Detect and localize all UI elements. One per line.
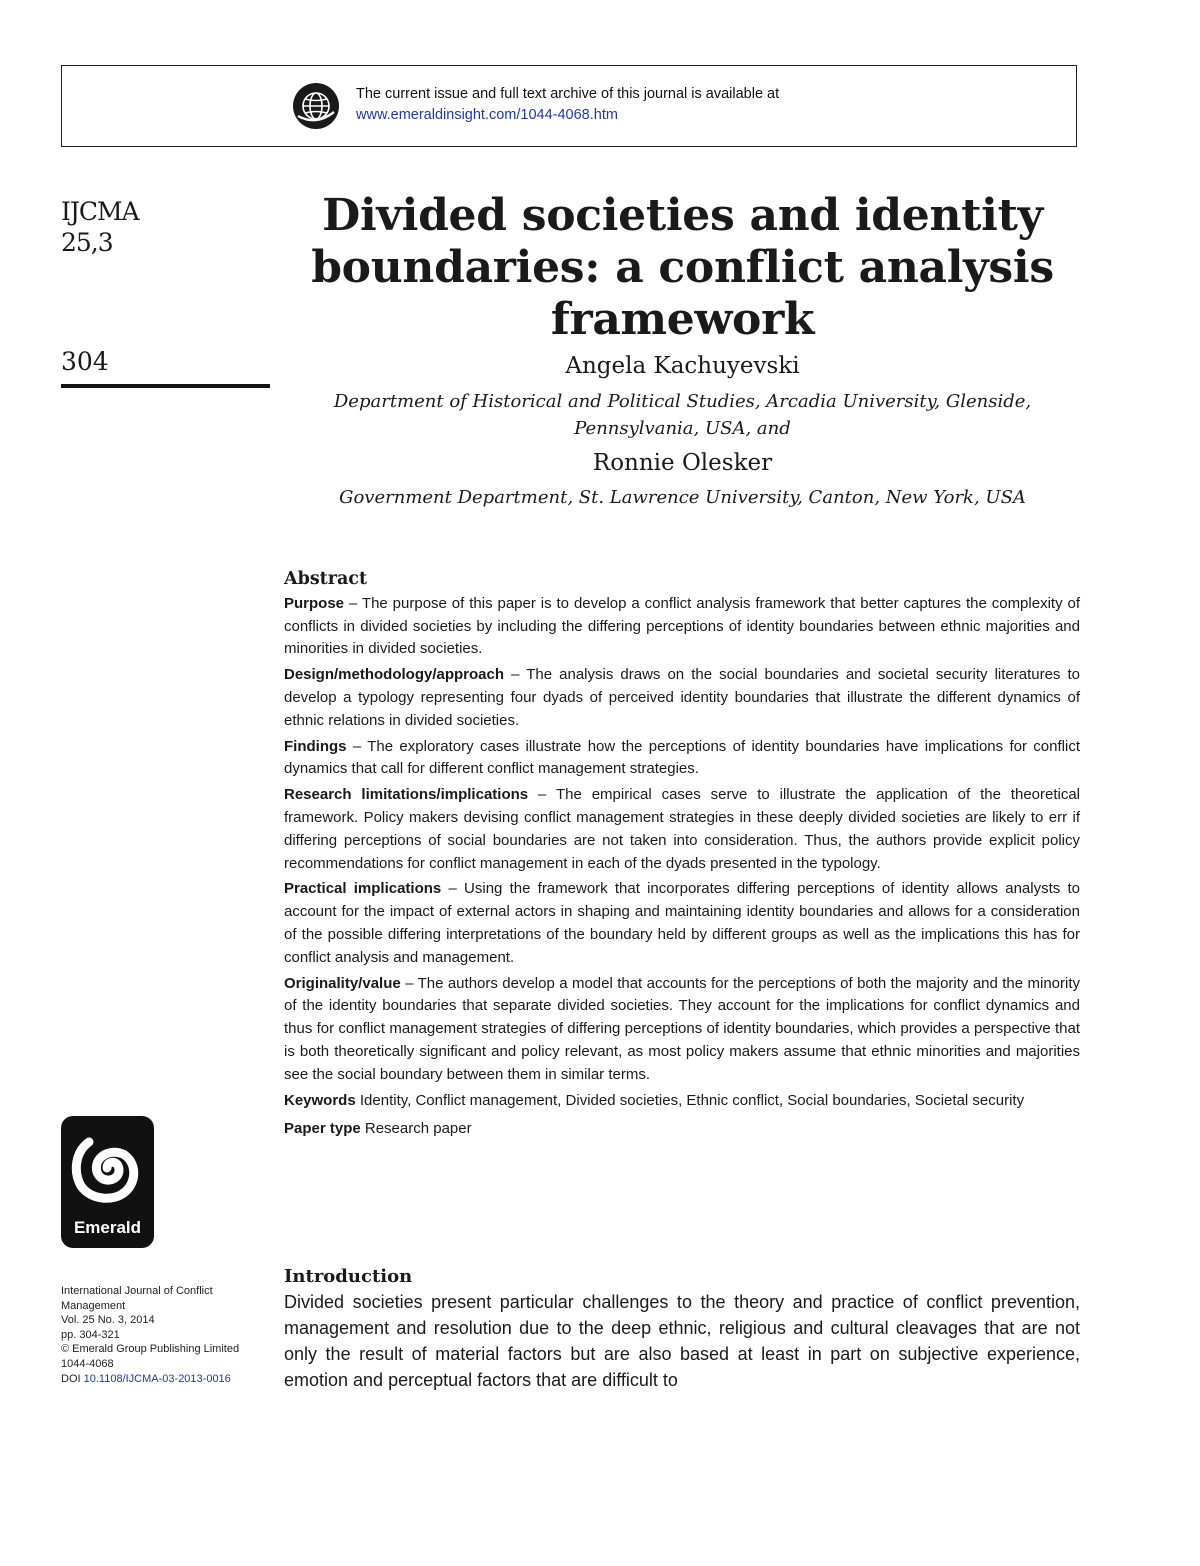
section-label: Originality/value [284, 974, 401, 992]
banner-line: The current issue and full text archive of this journal is available at [356, 86, 780, 102]
journal-info [61, 1284, 271, 1386]
section-text: The empirical cases serve to illustrate the application of the theoretical framework. Policy makers devising conflict management strategies in these deeply divided societies are likely to err if differing perceptions of social boundaries are not taken into consideration. Thus, the authors provide explicit policy recommendations for conflict management in each of the dyads presented in the typology. [284, 786, 1081, 872]
emerald-logo [61, 1116, 154, 1248]
abstract-limitations: Research limitations/implications – The empirical cases serve to illustrate the application of the theoretical framework. Policy makers devising conflict management strategies in these deeply divided societies are likely to err if differing perceptions of social boundaries are not taken into consideration. Thus, the authors provide explicit policy recommendations for conflict management in each of the dyads presented in the typology. [284, 786, 1081, 872]
section-label: Research limitations/implications [284, 786, 529, 804]
abstract-findings: Findings – The exploratory cases illustrate how the perceptions of identity boundaries have implications for conflict dynamics that call for different conflict management strategies. [284, 737, 1080, 778]
section-text: The authors develop a model that accounts for the perceptions of both the majority and the minority of the identity boundaries that separate divided societies. They account for the implications for conflict dynamics and thus for conflict management strategies of differing perceptions of identity boundaries, which provides a perspective that is both theoretically significant and policy relevant, as most policy makers assume that ethnic minorities and majorities see the social boundary between them in similar terms. [284, 974, 1080, 1083]
doi-link[interactable]: 10.1108/IJCMA-03-2013-0016 [83, 1372, 231, 1385]
journal-code-block [61, 196, 139, 258]
journal-banner [61, 65, 1077, 147]
abstract-purpose: Purpose – The purpose of this paper is to develop a conflict analysis framework that better captures the complexity of conflicts in divided societies by including the differing perceptions of identity boundaries between ethnic majorities and minorities in divided societies. [284, 594, 1081, 658]
section-text: Using the framework that incorporates differing perceptions of identity allows analysts to account for the impact of external actors in shaping and maintaining identity boundaries and allows for a consideration of the possible differing interpretations of the boundary held by different groups as well as the implications this has for conflict analysis and management. [284, 880, 1080, 966]
author-affiliation: Government Department, St. Lawrence University, Canton, New York, USA [339, 487, 1026, 508]
keywords-text: Identity, Conflict management, Divided societies, Ethnic conflict, Social boundaries, Societal security [359, 1091, 1025, 1109]
section-text: The analysis draws on the social boundaries and societal security literatures to develop a typology representing four dyads of perceived identity boundaries that illustrate the different dynamics of ethnic relations in divided societies. [284, 666, 1080, 729]
abstract-heading: Abstract [284, 569, 368, 589]
section-label: Practical implications [284, 880, 442, 898]
section-label: Design/methodology/approach [284, 666, 505, 684]
spiral-icon [61, 1120, 154, 1220]
introduction [284, 1266, 1080, 1393]
journal-info-line: International Journal of Conflict Management [61, 1285, 213, 1312]
doi-label: DOI [61, 1372, 81, 1385]
introduction-heading: Introduction [284, 1266, 413, 1287]
banner-text [356, 84, 779, 126]
journal-info-line: © Emerald Group Publishing Limited [61, 1343, 240, 1356]
abstract [284, 568, 1080, 1144]
journal-archive-link[interactable]: www.emeraldinsight.com/1044-4068.htm [356, 107, 618, 123]
section-text: The exploratory cases illustrate how the perceptions of identity boundaries have implications for conflict dynamics that call for different conflict management strategies. [284, 737, 1080, 778]
author-name: Angela Kachuyevski [565, 353, 800, 379]
section-text: The purpose of this paper is to develop a conflict analysis framework that better captures the complexity of conflicts in divided societies by including the differing perceptions of identity boundaries between ethnic majorities and minorities in divided societies. [284, 594, 1081, 658]
journal-info-line: pp. 304-321 [61, 1328, 120, 1341]
keywords-label: Keywords [284, 1091, 356, 1109]
article-title: Divided societies and identity boundaries: a conflict analysis framework [311, 190, 1054, 345]
author-name: Ronnie Olesker [592, 450, 773, 476]
section-label: Findings [284, 737, 347, 755]
page-number-rule [61, 384, 270, 388]
journal-volume: 25,3 [61, 228, 113, 257]
journal-code: IJCMA [61, 197, 139, 226]
author-affiliation: Department of Historical and Political Studies, Arcadia University, Glenside, Pennsylvania, USA, and [333, 391, 1032, 439]
paper-type-label: Paper type [284, 1120, 361, 1138]
abstract-design: Design/methodology/approach – The analysis draws on the social boundaries and societal security literatures to develop a typology representing four dyads of perceived identity boundaries that illustrate the different dynamics of ethnic relations in divided societies. [284, 666, 1080, 729]
paper-type [284, 1118, 1080, 1141]
keywords [284, 1090, 1080, 1113]
journal-info-line: Vol. 25 No. 3, 2014 [61, 1314, 155, 1327]
journal-info-line: 1044-4068 [61, 1357, 114, 1370]
page-number: 304 [61, 347, 109, 376]
paper-type-value: Research paper [364, 1120, 472, 1138]
logo-text: Emerald [73, 1218, 142, 1237]
section-label: Purpose [284, 594, 345, 612]
abstract-practical: Practical implications – Using the framework that incorporates differing perceptions of identity allows analysts to account for the impact of external actors in shaping and maintaining identity boundaries and allows for a consideration of the possible differing interpretations of the boundary held by different groups as well as the implications this has for conflict analysis and management. [284, 880, 1080, 966]
globe-icon [292, 82, 340, 130]
doi-line [61, 1372, 271, 1387]
introduction-text: Divided societies present particular challenges to the theory and practice of conflict prevention, management and resolution due to the deep ethnic, religious and cultural cleavages that are not only the result of material factors but are also based at least in part on subjective experience, emotion and perceptual factors that are difficult to [284, 1292, 1080, 1390]
abstract-originality: Originality/value – The authors develop a model that accounts for the perceptions of both the majority and the minority of the identity boundaries that separate divided societies. They account for the implications for conflict dynamics and thus for conflict management strategies of differing perceptions of identity boundaries, which provides a perspective that is both theoretically significant and policy relevant, as most policy makers assume that ethnic minorities and majorities see the social boundary between them in similar terms. [284, 974, 1080, 1083]
